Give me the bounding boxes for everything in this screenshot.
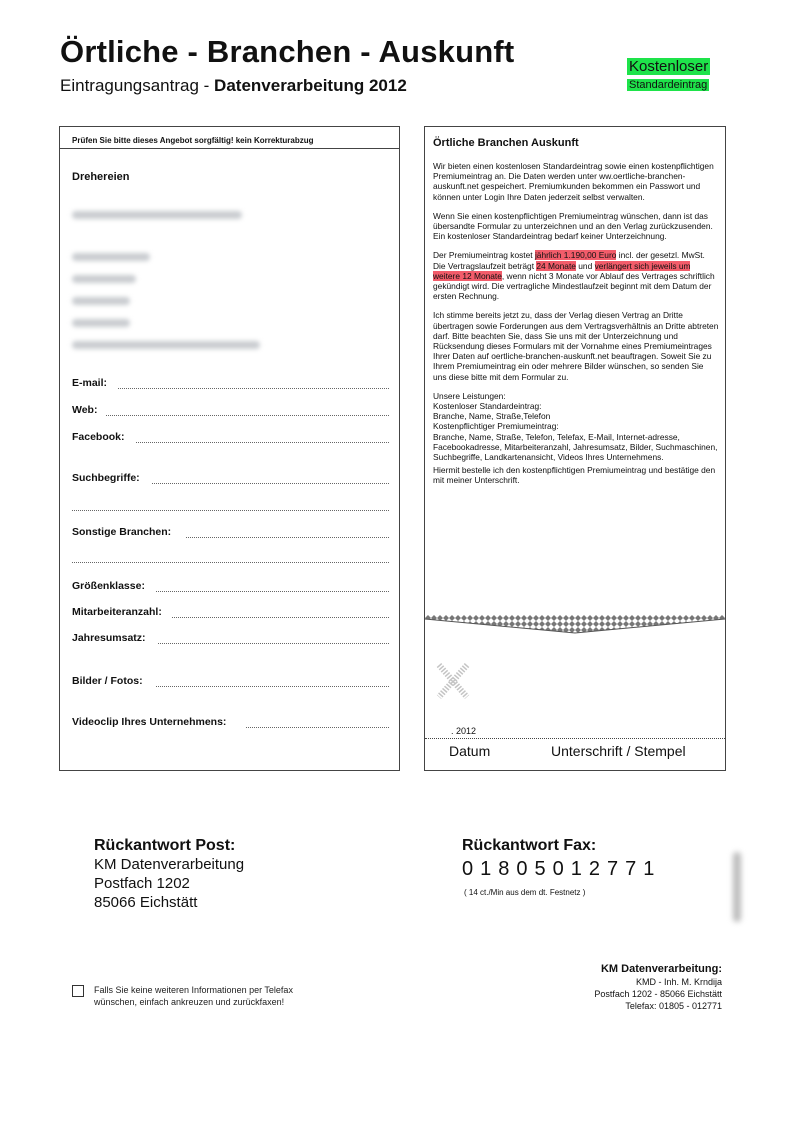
blurred-address-line [72,253,150,261]
scan-artifact [733,852,741,922]
free-entry-badge-line2: Standardeintrag [629,79,708,91]
email-label: E-mail: [72,377,108,389]
signature-line [425,738,725,739]
services-paid: Branche, Name, Straße, Telefon, Telefax, E-Mail, Internet-adresse, Facebookadresse, Mitarbeiteranzahl, Jahresumsatz, Bilder, Suchmaschinen, Suchbegriffe, Landkartenansicht, Videos Ihres Unternehmens. [433,431,718,463]
other-branches-input-line-2[interactable] [72,562,389,563]
blurred-website-line [72,341,260,349]
revenue-label: Jahresumsatz: [72,632,146,644]
images-input-line[interactable] [156,686,389,687]
price-text-b: incl. der gesetzl. MwSt. Die Vertragslaufzeit beträgt [433,250,705,271]
services-paid-head: Kostenpflichtiger Premiumeintrag: [433,421,559,432]
page-subtitle [60,76,407,96]
signature-label: Unterschrift / Stempel [551,743,686,759]
terms-paragraph-price [433,250,719,301]
proof-notice: Prüfen Sie bitte dieses Angebot sorgfältig! kein Korrekturabzug [60,127,399,149]
company-owner: KMD - Inh. M. Krndija [635,977,722,987]
keywords-input-line[interactable] [152,483,389,484]
blurred-address-line [72,275,136,283]
revenue-input-line[interactable] [158,643,389,644]
size-class-input-line[interactable] [156,591,389,592]
videoclip-input-line[interactable] [246,727,389,728]
opt-out-text [94,985,293,1008]
blurred-fax-line [72,319,130,327]
terms-title: Örtliche Branchen Auskunft [433,137,579,149]
blurred-company-name [72,211,242,219]
services-list [433,391,719,462]
employees-label: Mitarbeiteranzahl: [72,606,162,618]
zigzag-divider [425,615,725,635]
reply-fax-block [462,837,661,897]
reply-post-heading: Rückantwort Post: [94,837,236,854]
fax-cost-note: ( 14 ct./Min aus dem dt. Festnetz ) [464,888,586,897]
employees-input-line[interactable] [172,617,389,618]
web-label: Web: [72,404,98,416]
other-branches-input-line[interactable] [186,537,389,538]
terms-body [433,161,719,495]
entry-form-panel [59,126,400,771]
email-input-line[interactable] [118,388,389,389]
price-text-d: , wenn nicht 3 Monate vor Ablauf des Vertrages schriftlich gekündigt wird. Die vertragliche Mindestlaufzeit beginnt mit dem Datum der ersten Rechnung. [433,270,715,302]
opt-out-line2: wünschen, einfach ankreuzen und zurückfaxen! [94,996,285,1007]
keywords-label: Suchbegriffe: [72,472,140,484]
company-fax: Telefax: 01805 - 012771 [625,1001,722,1011]
reply-post-block [94,837,244,912]
facebook-input-line[interactable] [136,442,389,443]
terms-paragraph-offer: Wir bieten einen kostenlosen Standardeintrag sowie einen kostenpflichtigen Premiumeintrag an. Die Daten werden unter ww.oertliche-branchen-auskunft.net gespeichert. Premiumkunden bekommen ein Passwort und können unter Login Ihre Daten jederzeit selbst verwalten. [433,161,714,202]
reply-fax-heading: Rückantwort Fax: [462,837,597,854]
terms-paragraph-transfer: Ich stimme bereits jetzt zu, dass der Verlag diesen Vertrag an Dritte übertragen sowie Forderungen aus dem Vertragsverhältnis an Dritte abtreten darf. Bitte beachten Sie, dass Sie uns mit der Unterzeichnung und Rücksendung dieses Formulars mit der Vornahme eines Premiumeintrages Ihrer Daten auf oertliche-branchen-auskunft.net beauftragen. Soweit Sie zu Ihrem Premiumeintrag ein oder mehrere Bilder wünschen, so senden Sie uns diese bitte mit dem Formular zu. [433,310,719,382]
company-name: KM Datenverarbeitung: [600,963,722,975]
duration-highlight: 24 Monate [536,260,576,271]
price-highlight: jährlich 1.190,00 Euro [534,250,617,261]
facebook-label: Facebook: [72,431,125,443]
reply-post-line2: Postfach 1202 [94,875,190,892]
keywords-input-line-2[interactable] [72,510,389,511]
signature-zone[interactable] [425,615,725,770]
services-head: Unsere Leistungen: [433,390,506,401]
fax-number: 01805012771 [462,858,662,880]
reply-post-line3: 85066 Eichstätt [94,894,198,911]
subtitle-prefix: Eintragungsantrag - [60,76,215,95]
size-class-label: Größenklasse: [72,580,145,592]
other-branches-label: Sonstige Branchen: [72,526,172,538]
company-contact-block [594,962,722,1012]
signature-year: . 2012 [451,726,477,736]
videoclip-label: Videoclip Ihres Unternehmens: [72,716,227,728]
free-entry-badge-line1: Kostenloser [629,58,709,75]
signature-x-icon [433,661,473,701]
order-confirmation: Hiermit bestelle ich den kostenpflichtigen Premiumeintrag und bestätige den mit meiner Unterschrift. [433,465,716,486]
contract-terms-panel [424,126,726,771]
subtitle-bold: Datenverarbeitung 2012 [214,76,407,95]
company-address: Postfach 1202 - 85066 Eichstätt [594,989,722,999]
price-text-a: Der Premiumeintrag kostet [433,250,535,261]
price-text-c: und [575,260,595,271]
terms-paragraph-signature: Wenn Sie einen kostenpflichtigen Premiumeintrag wünschen, dann ist das übersandte Formular zu unterzeichnen und an den Verlag zurückzusenden. Ein kostenloser Standardeintrag bedarf keiner Unterzeichnung. [433,210,713,242]
company-category: Drehereien [72,171,130,183]
web-input-line[interactable] [106,415,389,416]
images-label: Bilder / Fotos: [72,675,143,687]
blurred-phone-line [72,297,130,305]
date-label: Datum [449,743,491,759]
opt-out-checkbox[interactable] [72,985,84,997]
page-title: Örtliche - Branchen - Auskunft [60,34,515,69]
reply-post-line1: KM Datenverarbeitung [94,856,245,873]
services-free: Branche, Name, Straße,Telefon [433,411,551,422]
renewal-highlight: verlängert sich jeweils um weitere 12 Monate [433,260,691,281]
services-free-head: Kostenloser Standardeintrag: [433,401,542,412]
opt-out-line1: Falls Sie keine weiteren Informationen per Telefax [94,985,293,995]
